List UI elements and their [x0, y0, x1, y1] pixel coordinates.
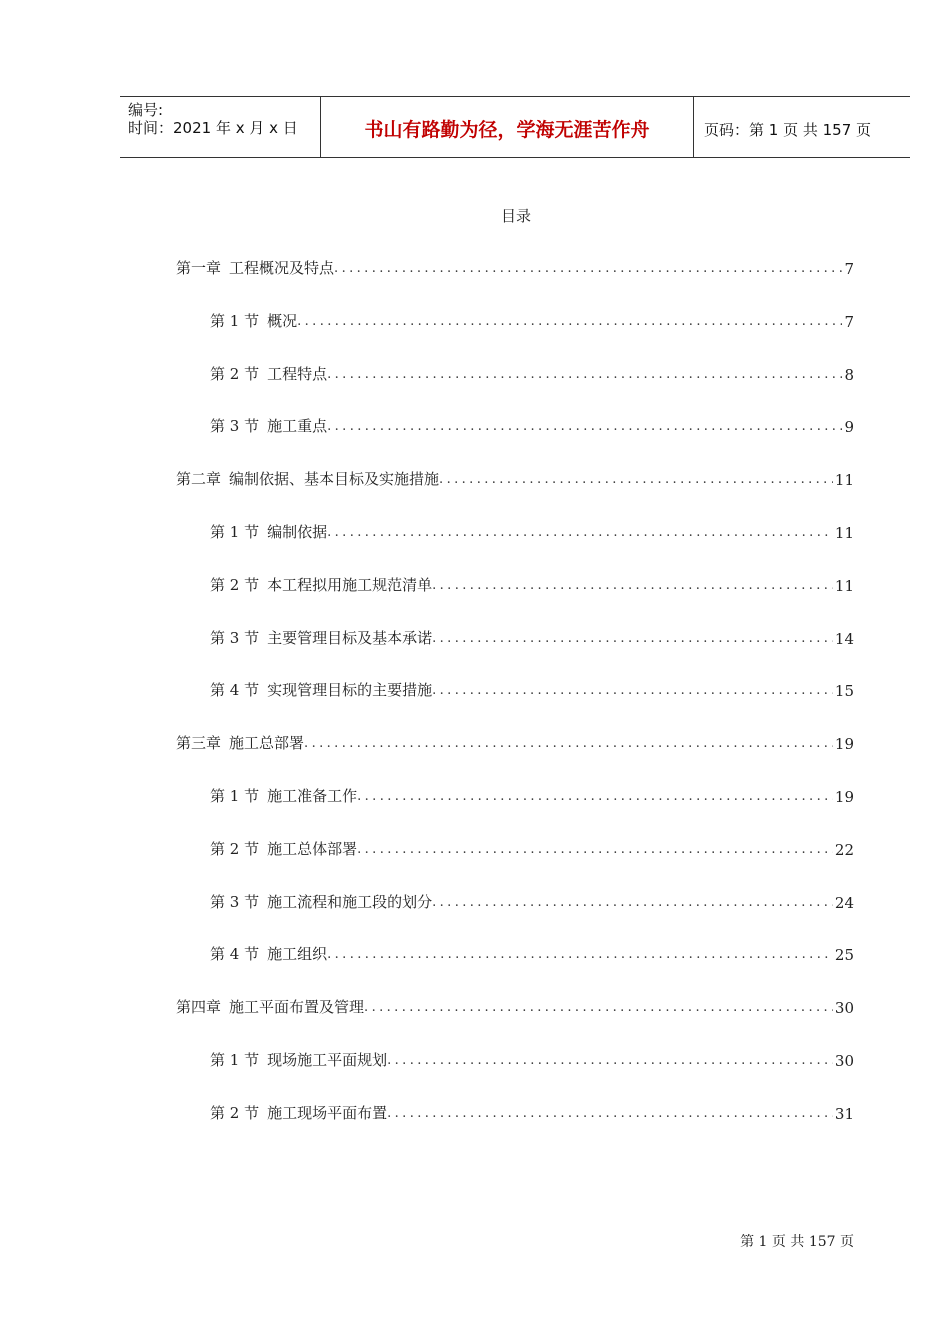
toc-entry-page: 11: [834, 524, 854, 542]
toc-entry-title: 施工准备工作: [267, 787, 358, 805]
toc-section-entry[interactable]: [210, 364, 854, 384]
toc-dot-leader: [357, 788, 833, 806]
toc-entry-title: 现场施工平面规划: [267, 1051, 388, 1069]
header-motto: 书山有路勤为径，学海无涯苦作舟: [364, 119, 650, 141]
toc-entry-page: 19: [834, 788, 854, 806]
toc-entry-title: 工程特点: [267, 364, 328, 383]
toc-entry-number: 第 3 节: [210, 628, 260, 647]
toc-dot-leader: [327, 418, 842, 436]
toc-section-entry[interactable]: [210, 628, 854, 648]
toc-entry-title: 施工平面布置及管理: [229, 998, 365, 1017]
toc-entry-title: 施工现场平面布置: [267, 1103, 388, 1122]
toc-entry-page: 30: [834, 999, 854, 1018]
toc-dot-leader: [327, 524, 833, 542]
toc-dot-leader: [432, 630, 833, 648]
toc-entry-page: 8: [844, 365, 854, 384]
toc-dot-leader: [357, 841, 833, 859]
toc-entry-page: 9: [844, 418, 854, 437]
toc-entry-title: 工程概况及特点: [229, 259, 335, 277]
toc-section-entry[interactable]: [210, 311, 854, 331]
toc-dot-leader: [432, 894, 833, 912]
toc-dot-leader: [297, 313, 842, 331]
toc-entry-number: 第 1 节: [210, 311, 260, 330]
toc-entry-title: 施工组织: [267, 945, 328, 964]
toc-entry-page: 24: [834, 893, 854, 912]
document-header: [120, 96, 910, 158]
toc-section-entry[interactable]: [210, 786, 854, 806]
header-page-label: 页码：第 1 页 共 157 页: [704, 121, 872, 139]
toc-entry-number: 第三章: [176, 734, 222, 753]
toc-entry-title: 实现管理目标的主要措施: [267, 681, 433, 700]
document-number-label: 编号:: [128, 101, 164, 119]
toc-dot-leader: [304, 735, 833, 753]
toc-entry-page: 25: [834, 946, 854, 965]
toc-dot-leader: [327, 946, 833, 964]
toc-section-entry[interactable]: [210, 416, 854, 436]
toc-title: 目录: [500, 207, 531, 225]
toc-section-entry[interactable]: [210, 944, 854, 964]
header-motto-cell: [321, 97, 694, 157]
toc-entry-title: 施工总部署: [229, 734, 305, 753]
document-date-label: 时间：2021 年 x 月 x 日: [128, 119, 298, 137]
toc-entry-number: 第四章: [176, 998, 222, 1017]
toc-section-entry[interactable]: [210, 575, 854, 595]
toc-section-entry[interactable]: [210, 680, 854, 700]
toc-chapter-entry[interactable]: [176, 997, 854, 1017]
toc-entry-page: 11: [834, 576, 854, 595]
toc-entry-number: 第二章: [176, 470, 222, 489]
toc-entry-number: 第一章: [176, 259, 222, 277]
toc-entry-number: 第 2 节: [210, 1103, 260, 1122]
toc-section-entry[interactable]: [210, 522, 854, 542]
toc-section-entry[interactable]: [210, 1050, 854, 1070]
toc-entry-title: 编制依据: [267, 523, 328, 541]
toc-entry-title: 主要管理目标及基本承诺: [267, 628, 433, 647]
toc-entry-page: 7: [844, 260, 854, 278]
toc-entry-title: 施工总体部署: [267, 839, 358, 858]
toc-chapter-entry[interactable]: [176, 258, 854, 278]
footer-page-label: 第 1 页 共 157 页: [740, 1234, 854, 1250]
toc-entry-number: 第 4 节: [210, 945, 260, 964]
toc-entry-number: 第 4 节: [210, 681, 260, 700]
toc-entry-number: 第 2 节: [210, 364, 260, 383]
toc-section-entry[interactable]: [210, 892, 854, 912]
toc-entry-number: 第 1 节: [210, 523, 260, 541]
toc-entry-title: 概况: [267, 311, 298, 330]
toc-entry-page: 11: [834, 471, 854, 490]
toc-entry-title: 施工重点: [267, 417, 328, 436]
toc-entry-number: 第 3 节: [210, 417, 260, 436]
toc-dot-leader: [432, 577, 833, 595]
toc-chapter-entry[interactable]: [176, 469, 854, 489]
toc-entry-page: 22: [834, 840, 854, 859]
toc-entry-page: 19: [834, 735, 854, 754]
toc-dot-leader: [432, 682, 833, 700]
toc-dot-leader: [387, 1105, 833, 1123]
toc-entry-number: 第 2 节: [210, 839, 260, 858]
toc-entry-page: 30: [834, 1052, 854, 1070]
toc-section-entry[interactable]: [210, 839, 854, 859]
header-info-cell: [120, 97, 321, 157]
toc-dot-leader: [387, 1052, 833, 1070]
toc-entry-number: 第 3 节: [210, 892, 260, 911]
toc-entry-title: 编制依据、基本目标及实施措施: [229, 470, 440, 489]
toc-entry-number: 第 1 节: [210, 1051, 260, 1069]
toc-chapter-entry[interactable]: [176, 733, 854, 753]
toc-entry-title: 本工程拟用施工规范清单: [267, 575, 433, 594]
toc-dot-leader: [364, 999, 833, 1017]
toc-dot-leader: [327, 366, 842, 384]
toc-section-entry[interactable]: [210, 1103, 854, 1123]
toc-dot-leader: [439, 471, 833, 489]
toc-entry-title: 施工流程和施工段的划分: [267, 892, 433, 911]
header-page-cell: [694, 97, 910, 157]
toc-entry-page: 15: [834, 682, 854, 701]
toc-entry-page: 31: [834, 1104, 854, 1123]
toc-entry-page: 14: [834, 629, 854, 648]
toc-entry-page: 7: [844, 312, 854, 331]
toc-dot-leader: [334, 260, 842, 278]
toc-entry-number: 第 2 节: [210, 575, 260, 594]
toc-entry-number: 第 1 节: [210, 787, 260, 805]
